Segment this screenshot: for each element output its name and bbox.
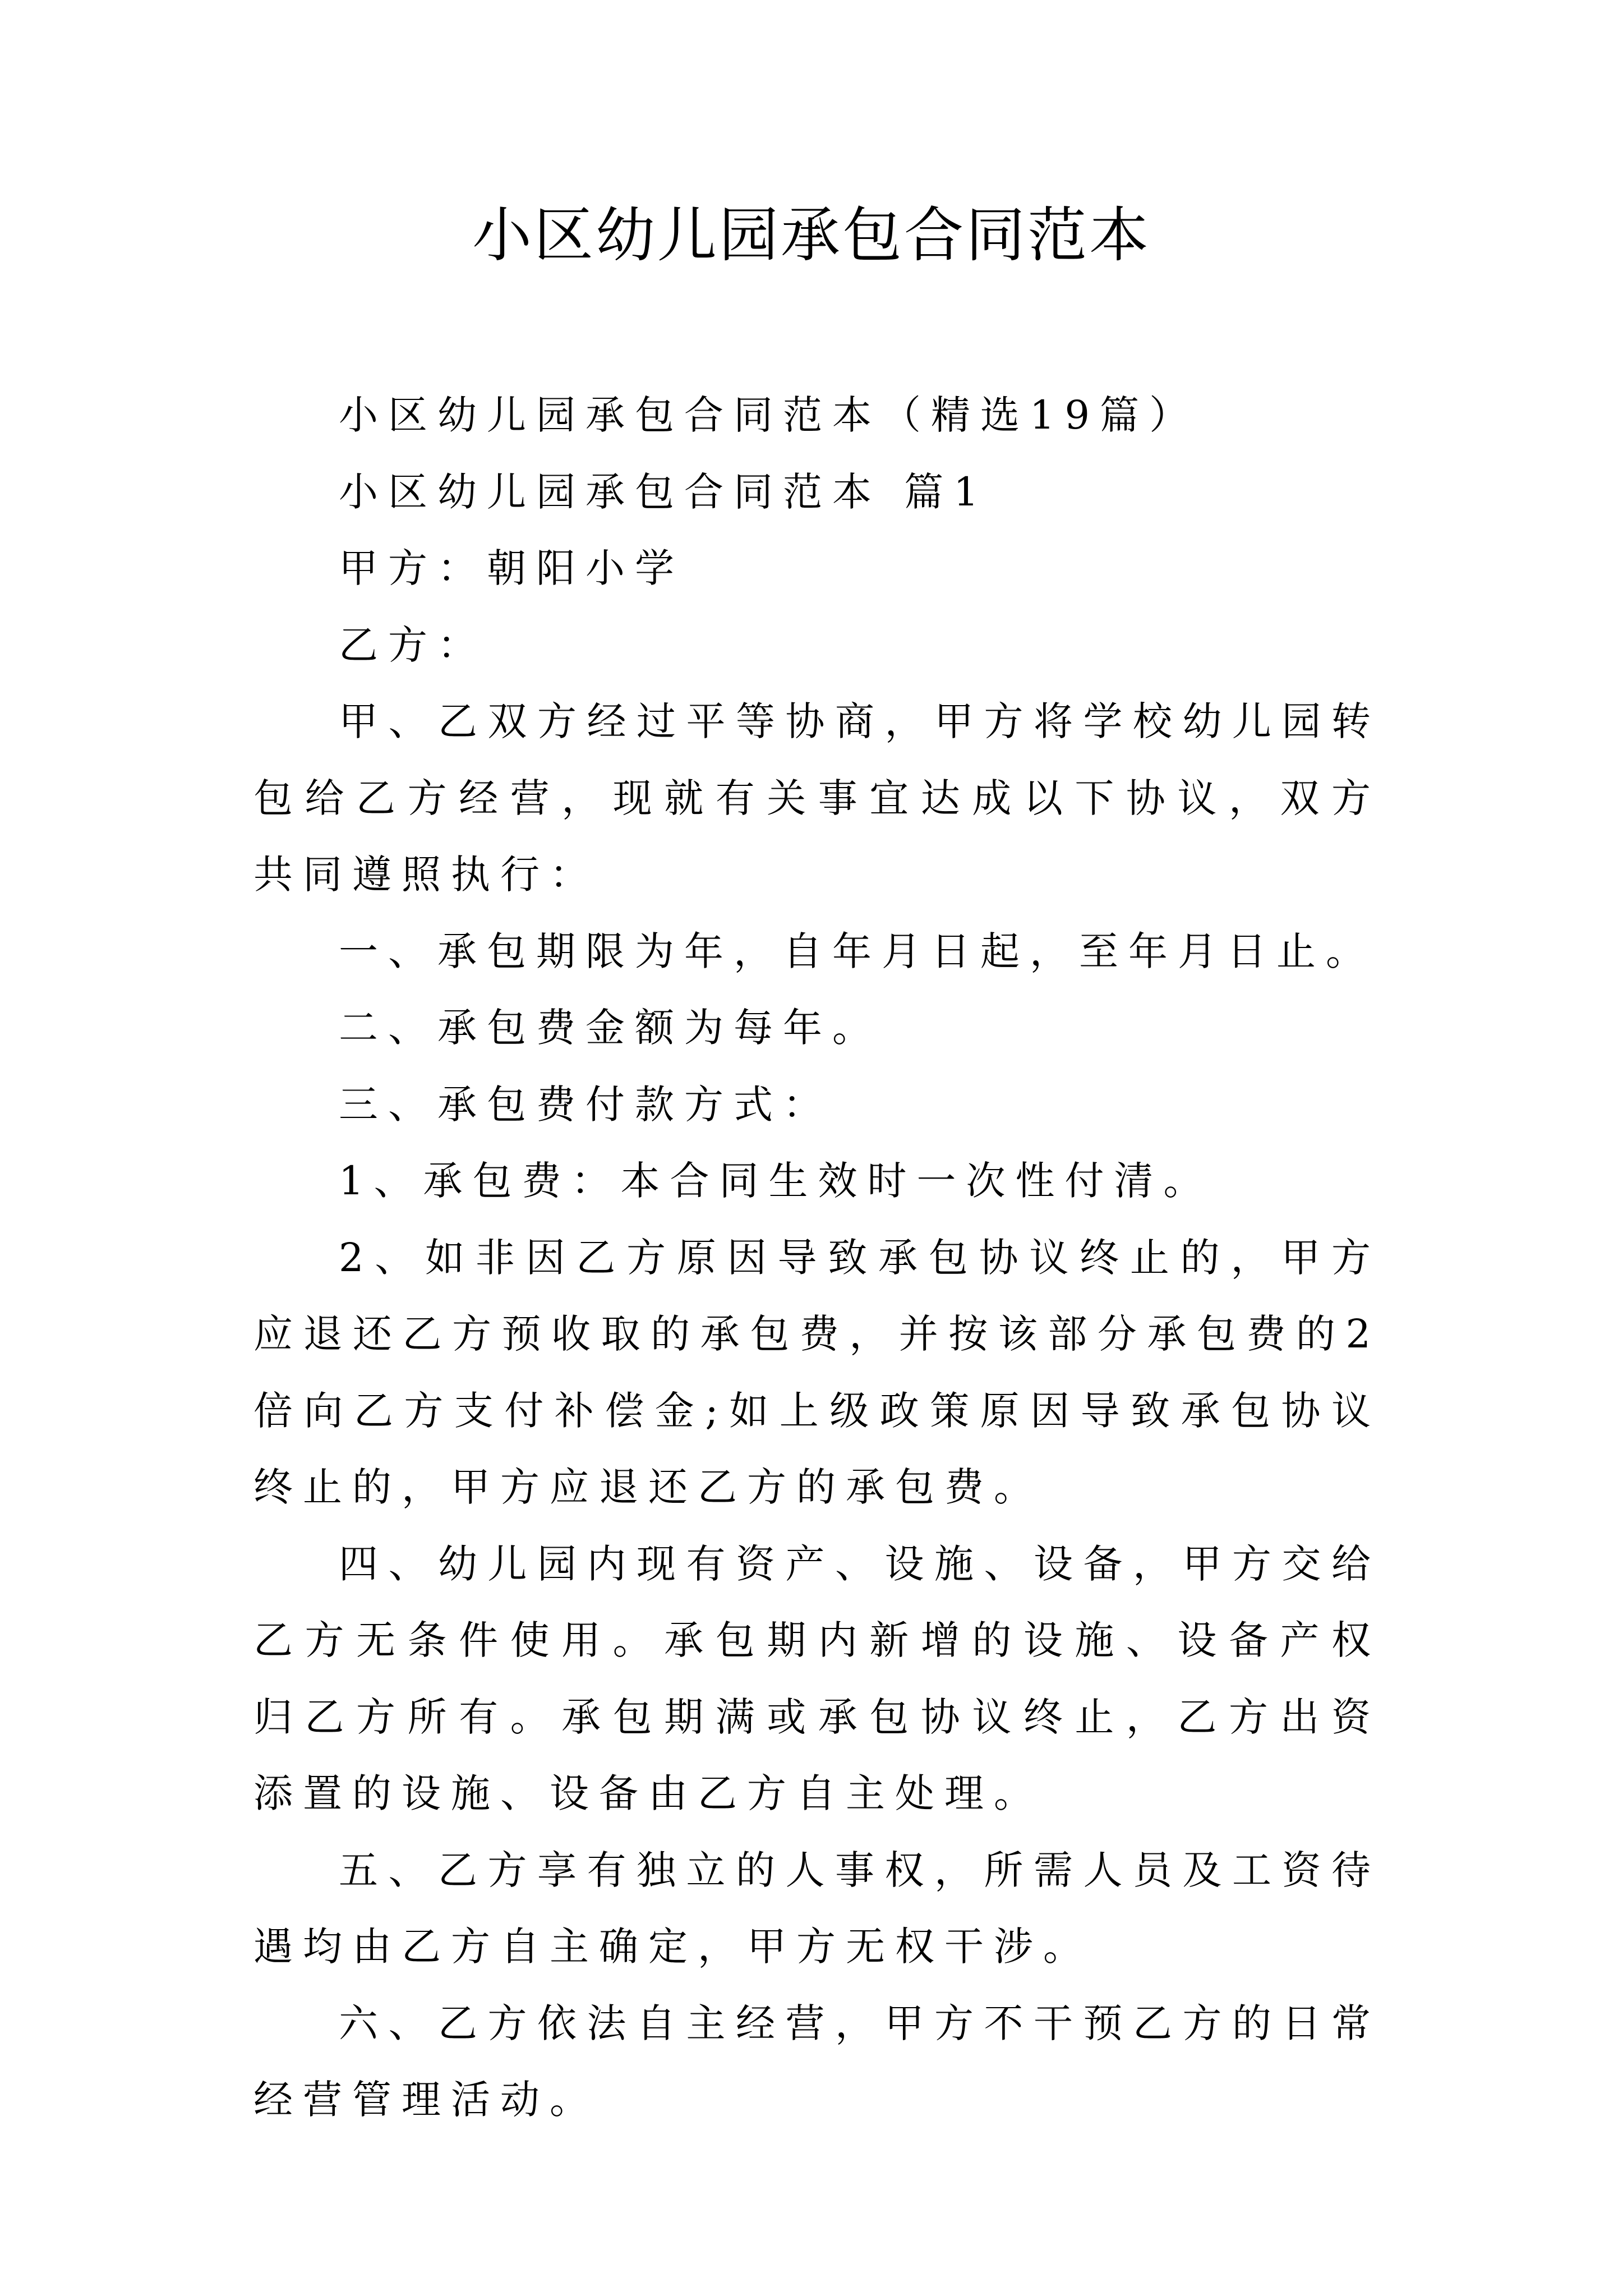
clause-1: 一、承包期限为年，自年月日起，至年月日止。 (339, 928, 1375, 974)
clause-5: 五、乙方享有独立的人事权，所需人员及工资待遇均由乙方自主确定，甲方无权干涉。 (253, 1847, 1381, 1970)
party-b-line: 乙方： (339, 622, 487, 668)
document-body (253, 377, 1381, 2138)
preamble-paragraph: 甲、乙双方经过平等协商，甲方将学校幼儿园转包给乙方经营，现就有关事宜达成以下协议，双方共同遵照执行： (253, 698, 1381, 898)
clause-6: 六、乙方依法自主经营，甲方不干预乙方的日常经营管理活动。 (253, 2000, 1381, 2123)
clause-4: 四、幼儿园内现有资产、设施、设备，甲方交给乙方无条件使用。承包期内新增的设施、设备产权归乙方所有。承包期满或承包协议终止，乙方出资添置的设施、设备由乙方自主处理。 (253, 1540, 1381, 1816)
clause-2: 二、承包费金额为每年。 (339, 1005, 882, 1051)
section-heading: 小区幼儿园承包合同范本 篇1 (339, 468, 989, 515)
clause-3-item-2: 2、如非因乙方原因导致承包协议终止的，甲方应退还乙方预收取的承包费，并按该部分承包费的2倍向乙方支付补偿金;如上级政策原因导致承包协议终止的，甲方应退还乙方的承包费。 (253, 1234, 1381, 1510)
subtitle-paragraph: 小区幼儿园承包合同范本（精选19篇） (339, 392, 1199, 438)
clause-3-item-1: 1、承包费：本合同生效时一次性付清。 (339, 1158, 1213, 1204)
document-title: 小区幼儿园承包合同范本 (472, 201, 1151, 270)
clause-3: 三、承包费付款方式： (339, 1081, 832, 1128)
party-a-line: 甲方：朝阳小学 (339, 545, 684, 591)
